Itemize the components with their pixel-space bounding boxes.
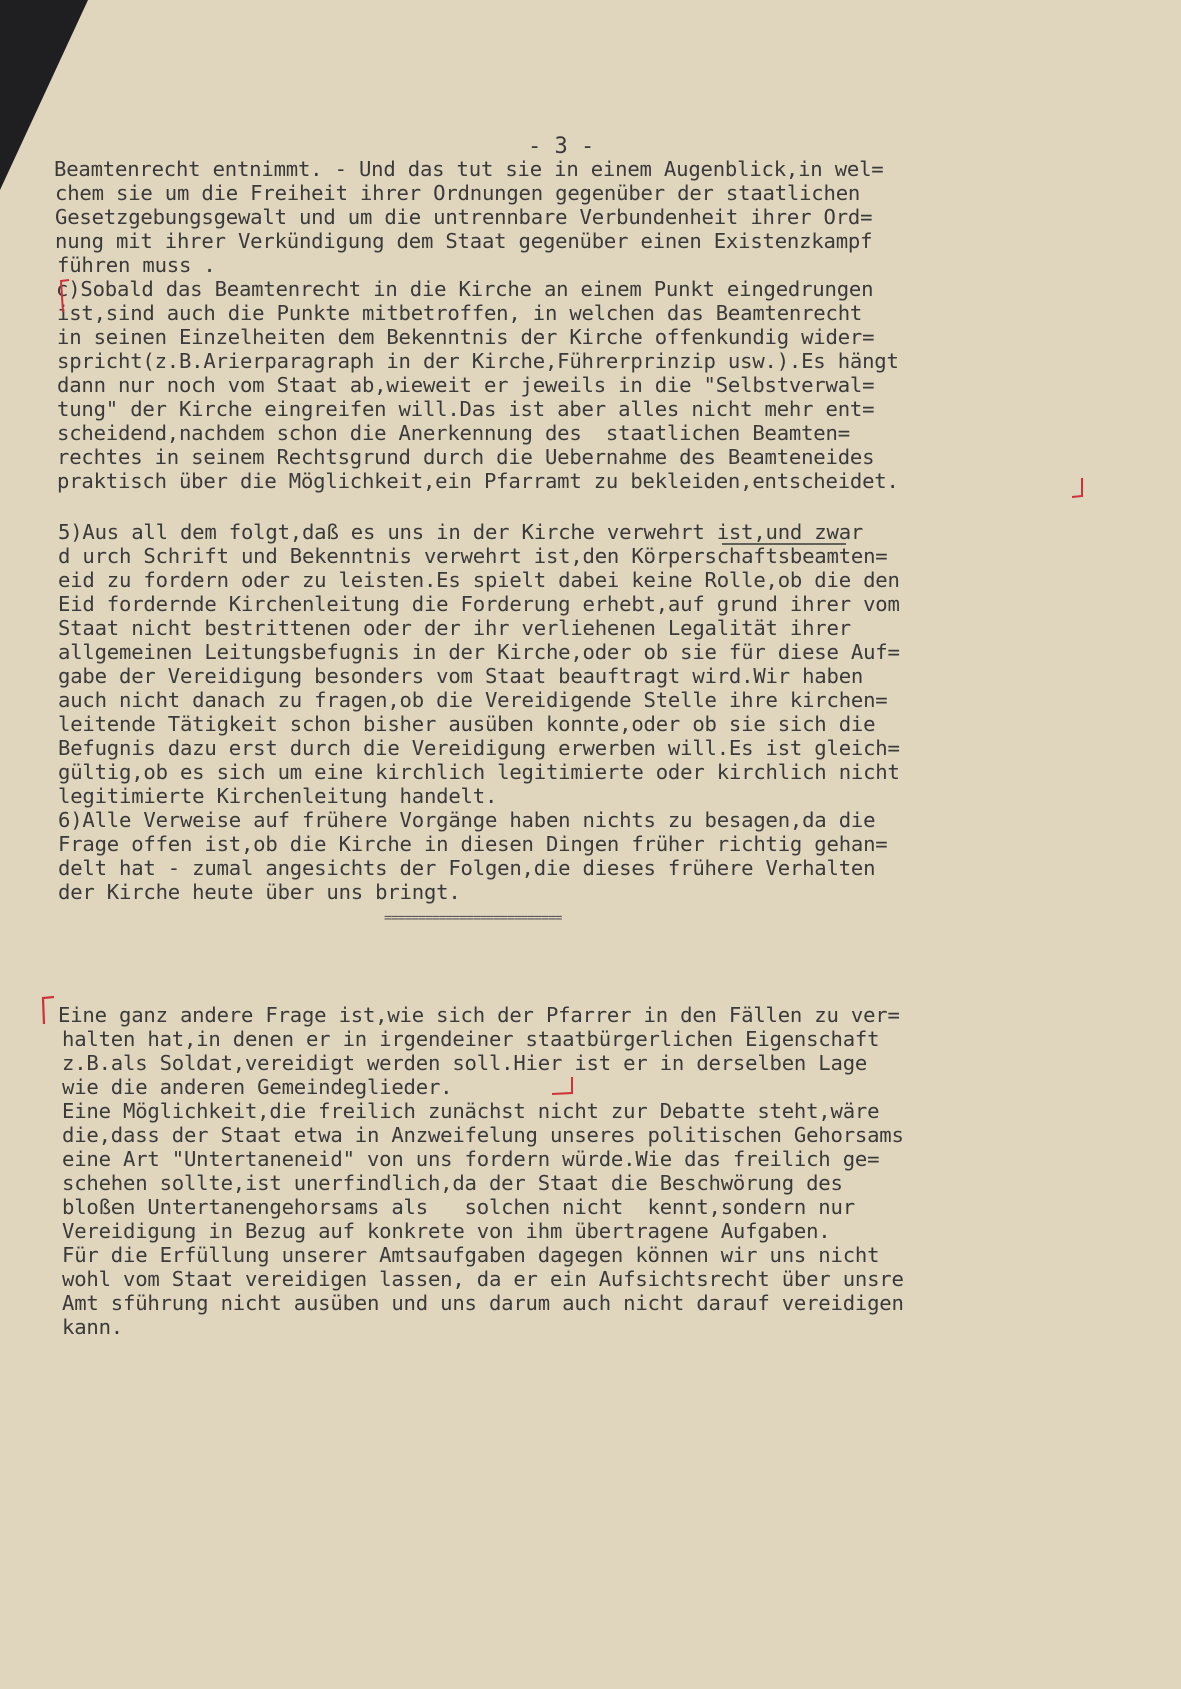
text-line: allgemeinen Leitungsbefugnis in der Kirche,oder ob sie für diese Auf=	[58, 640, 900, 664]
text-line: scheidend,nachdem schon die Anerkennung des staatlichen Beamten=	[57, 421, 850, 445]
text-line: wie die anderen Gemeindeglieder.	[62, 1075, 453, 1099]
text-line: halten hat,in denen er in irgendeiner staatbürgerlichen Eigenschaft	[62, 1027, 880, 1051]
text-line: Staat nicht bestrittenen oder der ihr verliehenen Legalität ihrer	[58, 616, 851, 640]
text-line: rechtes in seinem Rechtsgrund durch die Uebernahme des Beamteneides	[57, 445, 875, 469]
text-line: kann.	[62, 1315, 123, 1339]
text-line: wohl vom Staat vereidigen lassen, da er ein Aufsichtsrecht über unsre	[62, 1267, 904, 1291]
text-line: die,dass der Staat etwa in Anzweifelung unseres politischen Gehorsams	[62, 1123, 904, 1147]
red-bracket-close-mark	[1068, 474, 1092, 504]
text-line: Befugnis dazu erst durch die Vereidigung erwerben will.Es ist gleich=	[58, 736, 900, 760]
section-divider: ==========================	[384, 911, 562, 926]
text-line: tung" der Kirche eingreifen will.Das ist aber alles nicht mehr ent=	[57, 397, 875, 421]
text-line: nung mit ihrer Verkündigung dem Staat gegenüber einen Existenzkampf	[55, 229, 873, 253]
text-line: Gesetzgebungsgewalt und um die untrennbare Verbundenheit ihrer Ord=	[55, 205, 873, 229]
text-line: Amt sführung nicht ausüben und uns darum auch nicht darauf vereidigen	[62, 1291, 904, 1315]
text-line: der Kirche heute über uns bringt.	[58, 880, 461, 904]
page-number: - 3 -	[528, 134, 595, 159]
text-line: chem sie um die Freiheit ihrer Ordnungen gegenüber der staatlichen	[55, 181, 861, 205]
text-line: in seinen Einzelheiten dem Bekenntnis der Kirche offenkundig wider=	[57, 325, 875, 349]
text-line: leitende Tätigkeit schon bisher ausüben konnte,oder ob sie sich die	[58, 712, 876, 736]
text-line: Eine Möglichkeit,die freilich zunächst nicht zur Debatte steht,wäre	[62, 1099, 880, 1123]
text-line: eid zu fordern oder zu leisten.Es spielt dabei keine Rolle,ob die den	[58, 568, 900, 592]
underline-mark	[722, 541, 848, 547]
text-line: Vereidigung in Bezug auf konkrete von ihm übertragene Aufgaben.	[62, 1219, 831, 1243]
text-line: praktisch über die Möglichkeit,ein Pfarramt zu bekleiden,entscheidet.	[57, 469, 899, 493]
text-line: Beamtenrecht entnimmt. - Und das tut sie in einem Augenblick,in wel=	[54, 157, 884, 181]
text-line: Für die Erfüllung unserer Amtsaufgaben dagegen können wir uns nicht	[62, 1243, 880, 1267]
red-bracket-open-mark	[57, 278, 77, 318]
red-bracket-open-mark	[36, 994, 58, 1028]
text-line: c)Sobald das Beamtenrecht in die Kirche an einem Punkt eingedrungen	[56, 277, 874, 301]
text-line: Eine ganz andere Frage ist,wie sich der Pfarrer in den Fällen zu ver=	[58, 1003, 900, 1027]
text-line: spricht(z.B.Arierparagraph in der Kirche,Führerprinzip usw.).Es hängt	[57, 349, 899, 373]
text-line: ist,sind auch die Punkte mitbetroffen, in welchen das Beamtenrecht	[57, 301, 863, 325]
text-line: delt hat - zumal angesichts der Folgen,die dieses frühere Verhalten	[58, 856, 876, 880]
text-line: gabe der Vereidigung besonders vom Staat beauftragt wird.Wir haben	[58, 664, 864, 688]
text-line: gültig,ob es sich um eine kirchlich legitimierte oder kirchlich nicht	[58, 760, 900, 784]
text-line: d urch Schrift und Bekenntnis verwehrt ist,den Körperschaftsbeamten=	[58, 544, 888, 568]
text-line: auch nicht danach zu fragen,ob die Vereidigende Stelle ihre kirchen=	[58, 688, 888, 712]
text-line: Eid fordernde Kirchenleitung die Forderung erhebt,auf grund ihrer vom	[58, 592, 900, 616]
text-line: eine Art "Untertaneneid" von uns fordern würde.Wie das freilich ge=	[62, 1147, 880, 1171]
text-line: 5)Aus all dem folgt,daß es uns in der Kirche verwehrt ist,und zwar	[58, 520, 864, 544]
text-line: Frage offen ist,ob die Kirche in diesen Dingen früher richtig gehan=	[58, 832, 888, 856]
text-line: führen muss .	[57, 253, 216, 277]
red-bracket-close-mark	[548, 1075, 578, 1101]
text-line: dann nur noch vom Staat ab,wieweit er jeweils in die "Selbstverwal=	[57, 373, 875, 397]
text-line: legitimierte Kirchenleitung handelt.	[58, 784, 498, 808]
text-line: 6)Alle Verweise auf frühere Vorgänge haben nichts zu besagen,da die	[58, 808, 876, 832]
text-line: bloßen Untertanengehorsams als solchen nicht kennt,sondern nur	[62, 1195, 855, 1219]
text-line: schehen sollte,ist unerfindlich,da der Staat die Beschwörung des	[62, 1171, 843, 1195]
text-line: z.B.als Soldat,vereidigt werden soll.Hier ist er in derselben Lage	[62, 1051, 868, 1075]
